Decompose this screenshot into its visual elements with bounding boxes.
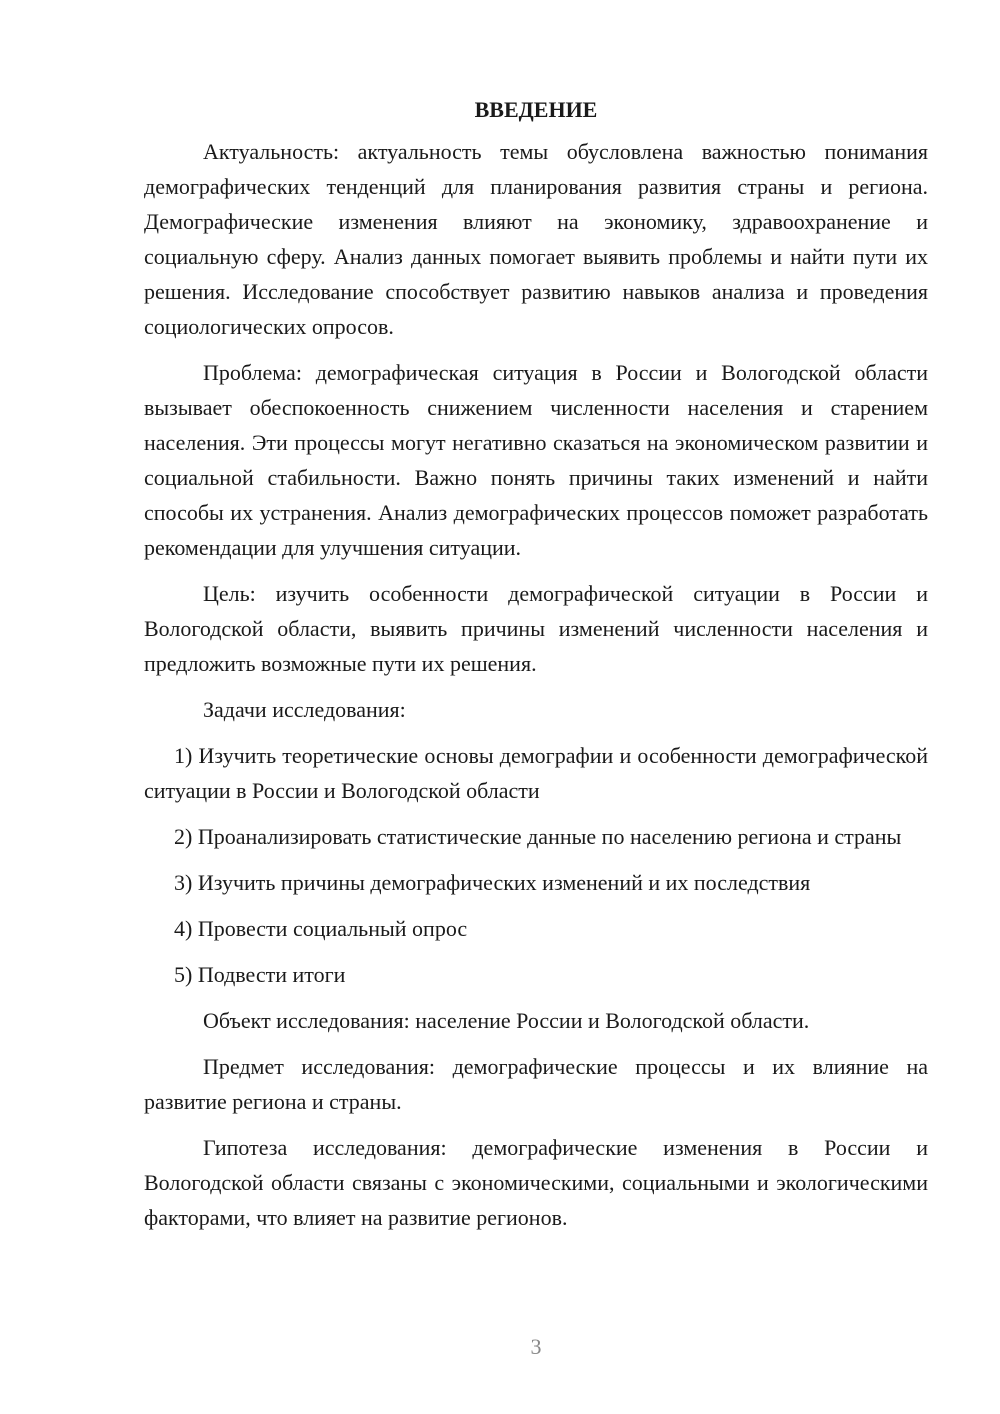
document-page — [144, 92, 928, 1246]
tasks-list — [144, 738, 928, 992]
page-number: 3 — [530, 1334, 542, 1359]
hypothesis-paragraph: Гипотеза исследования: демографические изменения в России и Вологодской области связаны с экономическими, социальными и экологическими факторами, что влияет на развитие регионов. — [144, 1135, 928, 1230]
relevance-paragraph: Актуальность: актуальность темы обусловлена важностью понимания демографических тенденций для планирования развития страны и региона. Демографические изменения влияют на экономику, здравоохранение и социальную сферу. Анализ данных помогает выявить проблемы и найти пути их решения. Исследование способствует развитию навыков анализа и проведения социологических опросов. — [144, 139, 928, 339]
goal-paragraph: Цель: изучить особенности демографической ситуации в России и Вологодской области, выявить причины изменений численности населения и предложить возможные пути их решения. — [144, 581, 928, 676]
tasks-intro: Задачи исследования: — [203, 697, 406, 722]
list-item: 1) Изучить теоретические основы демографии и особенности демографической ситуации в России и Вологодской области — [144, 743, 928, 803]
list-item: 3) Изучить причины демографических изменений и их последствия — [174, 870, 811, 895]
problem-paragraph: Проблема: демографическая ситуация в России и Вологодской области вызывает обеспокоенность снижением численности населения и старением населения. Эти процессы могут негативно сказаться на экономическом развитии и социальной стабильности. Важно понять причины таких изменений и найти способы их устранения. Анализ демографических процессов поможет разработать рекомендации для улучшения ситуации. — [144, 360, 928, 560]
section-heading: ВВЕДЕНИЕ — [474, 97, 598, 122]
object-paragraph: Объект исследования: население России и Вологодской области. — [203, 1008, 810, 1033]
list-item: 5) Подвести итоги — [174, 962, 346, 987]
list-item: 4) Провести социальный опрос — [174, 916, 468, 941]
subject-paragraph: Предмет исследования: демографические процессы и их влияние на развитие региона и страны. — [144, 1054, 928, 1114]
list-item: 2) Проанализировать статистические данные по населению региона и страны — [174, 824, 902, 849]
